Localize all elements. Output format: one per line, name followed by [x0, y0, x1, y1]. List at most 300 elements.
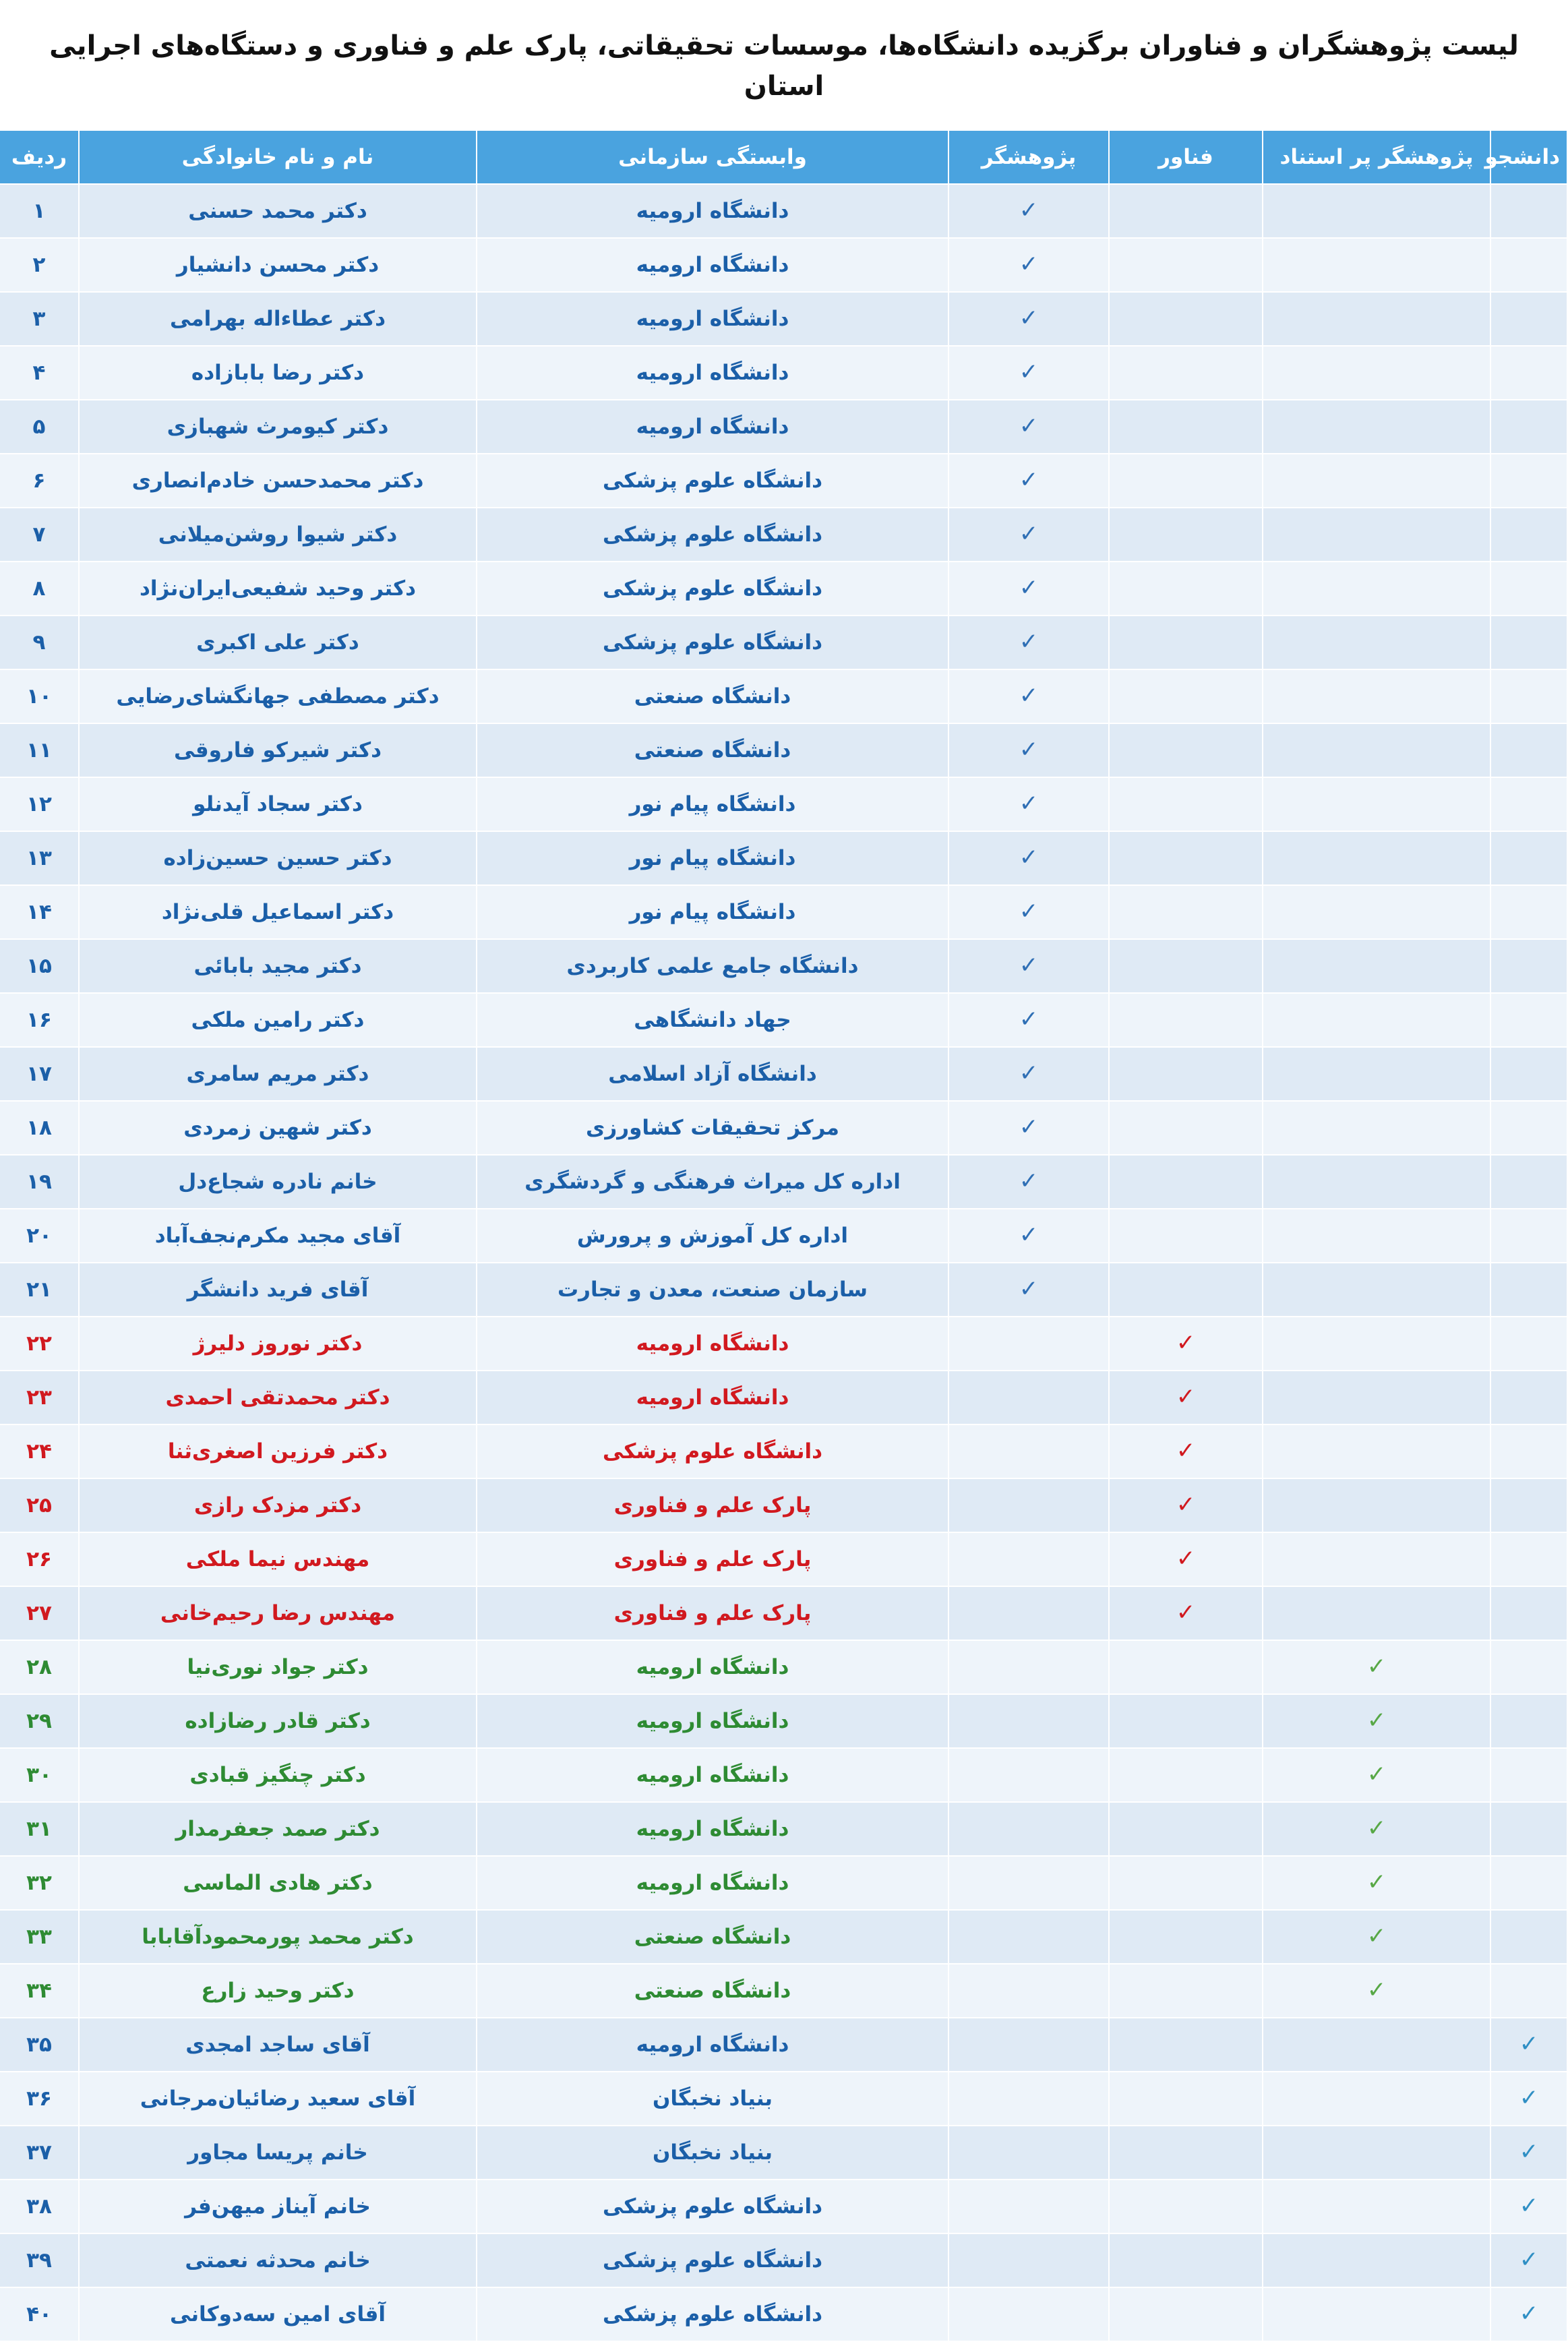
cell-organization: دانشگاه علوم پزشکی: [477, 615, 948, 669]
cell-organization: دانشگاه علوم پزشکی: [477, 2180, 948, 2233]
cell-organization: دانشگاه علوم پزشکی: [477, 508, 948, 562]
cell-fanavar-mark: [1109, 2126, 1263, 2180]
cell-full-name: دکتر محسن دانشیار: [79, 238, 477, 292]
cell-student-mark: [1490, 2233, 1567, 2287]
cell-organization: دانشگاه ارومیه: [477, 1802, 948, 1856]
cell-student-mark: [1490, 454, 1567, 508]
table-row: [0, 1209, 1567, 1263]
cell-student-mark: [1490, 1586, 1567, 1640]
check-icon: ✓: [1366, 1977, 1387, 2004]
cell-organization: دانشگاه ارومیه: [477, 292, 948, 346]
cell-organization: بنیاد نخبگان: [477, 2126, 948, 2180]
cell-fanavar-mark: [1109, 993, 1263, 1047]
cell-cited-mark: [1263, 2287, 1490, 2341]
cell-organization: پارک علم و فناوری: [477, 1478, 948, 1532]
cell-organization: دانشگاه پیام نور: [477, 831, 948, 885]
cell-row-number: ۱۲: [0, 777, 79, 831]
cell-organization: دانشگاه ارومیه: [477, 1694, 948, 1748]
cell-organization: دانشگاه ارومیه: [477, 346, 948, 400]
cell-fanavar-mark: [1109, 1748, 1263, 1802]
cell-researcher-mark: [948, 1424, 1109, 1478]
cell-cited-mark: [1263, 1317, 1490, 1371]
cell-fanavar-mark: [1109, 1802, 1263, 1856]
cell-student-mark: [1490, 1424, 1567, 1478]
cell-cited-mark: [1263, 1964, 1490, 2018]
cell-researcher-mark: [948, 1532, 1109, 1586]
cell-full-name: دکتر محمدحسن خادم‌انصاری: [79, 454, 477, 508]
cell-row-number: ۱۰: [0, 669, 79, 723]
table-row: [0, 993, 1567, 1047]
cell-researcher-mark: [948, 1802, 1109, 1856]
cell-fanavar-mark: [1109, 1694, 1263, 1748]
check-icon: ✓: [1019, 467, 1039, 493]
cell-student-mark: [1490, 346, 1567, 400]
cell-row-number: ۲۳: [0, 1371, 79, 1424]
cell-full-name: دکتر مصطفی جهانگشای‌رضایی: [79, 669, 477, 723]
cell-student-mark: [1490, 777, 1567, 831]
cell-fanavar-mark: [1109, 1317, 1263, 1371]
cell-cited-mark: [1263, 1263, 1490, 1317]
cell-row-number: ۲: [0, 238, 79, 292]
cell-row-number: ۲۰: [0, 1209, 79, 1263]
cell-researcher-mark: [948, 885, 1109, 939]
cell-row-number: ۳۱: [0, 1802, 79, 1856]
check-icon: ✓: [1366, 1815, 1387, 1842]
cell-fanavar-mark: [1109, 723, 1263, 777]
cell-student-mark: [1490, 939, 1567, 993]
cell-cited-mark: [1263, 1047, 1490, 1101]
cell-student-mark: [1490, 615, 1567, 669]
check-icon: ✓: [1019, 359, 1039, 386]
cell-researcher-mark: [948, 831, 1109, 885]
cell-row-number: ۴۰: [0, 2287, 79, 2341]
cell-researcher-mark: [948, 1586, 1109, 1640]
cell-organization: دانشگاه ارومیه: [477, 1856, 948, 1910]
cell-fanavar-mark: [1109, 1964, 1263, 2018]
cell-row-number: ۳۵: [0, 2018, 79, 2072]
cell-full-name: دکتر قادر رضازاده: [79, 1694, 477, 1748]
cell-full-name: دکتر رضا بابازاده: [79, 346, 477, 400]
cell-fanavar-mark: [1109, 1586, 1263, 1640]
cell-fanavar-mark: [1109, 615, 1263, 669]
cell-row-number: ۳۳: [0, 1910, 79, 1964]
cell-row-number: ۲۲: [0, 1317, 79, 1371]
cell-row-number: ۳: [0, 292, 79, 346]
cell-cited-mark: [1263, 1640, 1490, 1694]
cell-student-mark: [1490, 1478, 1567, 1532]
table-row: [0, 2018, 1567, 2072]
cell-cited-mark: [1263, 292, 1490, 346]
cell-fanavar-mark: [1109, 2233, 1263, 2287]
cell-cited-mark: [1263, 669, 1490, 723]
cell-researcher-mark: [948, 1856, 1109, 1910]
cell-fanavar-mark: [1109, 292, 1263, 346]
cell-organization: دانشگاه علوم پزشکی: [477, 454, 948, 508]
cell-organization: مرکز تحقیقات کشاورزی: [477, 1101, 948, 1155]
cell-row-number: ۴: [0, 346, 79, 400]
cell-researcher-mark: [948, 615, 1109, 669]
table-row: [0, 1101, 1567, 1155]
cell-researcher-mark: [948, 723, 1109, 777]
cell-row-number: ۳۰: [0, 1748, 79, 1802]
table-row: [0, 292, 1567, 346]
cell-row-number: ۲۵: [0, 1478, 79, 1532]
cell-researcher-mark: [948, 508, 1109, 562]
cell-student-mark: [1490, 831, 1567, 885]
column-header-student: دانشجو: [1490, 130, 1567, 184]
cell-row-number: ۱۱: [0, 723, 79, 777]
cell-student-mark: [1490, 2126, 1567, 2180]
cell-researcher-mark: [948, 2126, 1109, 2180]
cell-fanavar-mark: [1109, 346, 1263, 400]
cell-researcher-mark: [948, 346, 1109, 400]
cell-full-name: دکتر شیرکو فاروقی: [79, 723, 477, 777]
cell-cited-mark: [1263, 2233, 1490, 2287]
check-icon: ✓: [1019, 197, 1039, 224]
table-row: [0, 1478, 1567, 1532]
table-row: [0, 562, 1567, 615]
check-icon: ✓: [1176, 1545, 1196, 1572]
column-header-fanavar: فناور: [1109, 130, 1263, 184]
cell-student-mark: [1490, 993, 1567, 1047]
cell-fanavar-mark: [1109, 939, 1263, 993]
table-row: [0, 1640, 1567, 1694]
cell-organization: پارک علم و فناوری: [477, 1532, 948, 1586]
cell-student-mark: [1490, 400, 1567, 454]
cell-full-name: دکتر سجاد آیدنلو: [79, 777, 477, 831]
table-row: [0, 1047, 1567, 1101]
table-row: [0, 939, 1567, 993]
cell-student-mark: [1490, 562, 1567, 615]
check-icon: ✓: [1019, 1060, 1039, 1087]
cell-cited-mark: [1263, 2126, 1490, 2180]
cell-organization: دانشگاه ارومیه: [477, 1640, 948, 1694]
cell-row-number: ۱۸: [0, 1101, 79, 1155]
check-icon: ✓: [1519, 2192, 1539, 2219]
cell-fanavar-mark: [1109, 1209, 1263, 1263]
cell-full-name: دکتر مریم سامری: [79, 1047, 477, 1101]
cell-full-name: دکتر محمد حسنی: [79, 184, 477, 238]
cell-student-mark: [1490, 669, 1567, 723]
cell-student-mark: [1490, 1317, 1567, 1371]
cell-organization: دانشگاه علوم پزشکی: [477, 562, 948, 615]
cell-organization: سازمان صنعت، معدن و تجارت: [477, 1263, 948, 1317]
cell-student-mark: [1490, 184, 1567, 238]
cell-student-mark: [1490, 1532, 1567, 1586]
check-icon: ✓: [1519, 2138, 1539, 2165]
cell-cited-mark: [1263, 1748, 1490, 1802]
check-icon: ✓: [1176, 1383, 1196, 1410]
cell-researcher-mark: [948, 669, 1109, 723]
cell-cited-mark: [1263, 2018, 1490, 2072]
cell-row-number: ۱۷: [0, 1047, 79, 1101]
cell-researcher-mark: [948, 2287, 1109, 2341]
cell-cited-mark: [1263, 1155, 1490, 1209]
cell-organization: دانشگاه صنعتی: [477, 1964, 948, 2018]
cell-full-name: خانم نادره شجاع‌دل: [79, 1155, 477, 1209]
cell-cited-mark: [1263, 993, 1490, 1047]
cell-researcher-mark: [948, 1478, 1109, 1532]
cell-cited-mark: [1263, 1910, 1490, 1964]
cell-student-mark: [1490, 1371, 1567, 1424]
cell-cited-mark: [1263, 1532, 1490, 1586]
table-row: [0, 346, 1567, 400]
cell-researcher-mark: [948, 2180, 1109, 2233]
cell-student-mark: [1490, 885, 1567, 939]
table-row: [0, 615, 1567, 669]
cell-researcher-mark: [948, 400, 1109, 454]
cell-full-name: دکتر کیومرث شهبازی: [79, 400, 477, 454]
cell-student-mark: [1490, 2018, 1567, 2072]
table-row: [0, 2126, 1567, 2180]
cell-row-number: ۲۹: [0, 1694, 79, 1748]
cell-researcher-mark: [948, 184, 1109, 238]
table-row: [0, 1586, 1567, 1640]
cell-full-name: دکتر مزدک رازی: [79, 1478, 477, 1532]
cell-row-number: ۱۴: [0, 885, 79, 939]
cell-fanavar-mark: [1109, 184, 1263, 238]
cell-researcher-mark: [948, 562, 1109, 615]
check-icon: ✓: [1366, 1707, 1387, 1734]
cell-organization: جهاد دانشگاهی: [477, 993, 948, 1047]
cell-researcher-mark: [948, 777, 1109, 831]
cell-fanavar-mark: [1109, 1640, 1263, 1694]
cell-full-name: دکتر محمدتقی احمدی: [79, 1371, 477, 1424]
cell-fanavar-mark: [1109, 669, 1263, 723]
check-icon: ✓: [1519, 2084, 1539, 2111]
cell-fanavar-mark: [1109, 1532, 1263, 1586]
cell-researcher-mark: [948, 1371, 1109, 1424]
cell-fanavar-mark: [1109, 1424, 1263, 1478]
cell-organization: دانشگاه علوم پزشکی: [477, 1424, 948, 1478]
column-header-row-number: ردیف: [0, 130, 79, 184]
table-row: [0, 1155, 1567, 1209]
check-icon: ✓: [1019, 952, 1039, 979]
cell-fanavar-mark: [1109, 238, 1263, 292]
cell-full-name: دکتر محمد پورمحمودآقابابا: [79, 1910, 477, 1964]
cell-full-name: دکتر علی اکبری: [79, 615, 477, 669]
cell-researcher-mark: [948, 2072, 1109, 2126]
table-row: [0, 1424, 1567, 1478]
cell-researcher-mark: [948, 2233, 1109, 2287]
cell-student-mark: [1490, 1964, 1567, 2018]
cell-student-mark: [1490, 1802, 1567, 1856]
cell-organization: دانشگاه جامع علمی کاربردی: [477, 939, 948, 993]
cell-student-mark: [1490, 2287, 1567, 2341]
table-row: [0, 238, 1567, 292]
cell-researcher-mark: [948, 1640, 1109, 1694]
cell-researcher-mark: [948, 1317, 1109, 1371]
cell-full-name: آقای امین سه‌دوکانی: [79, 2287, 477, 2341]
check-icon: ✓: [1519, 2246, 1539, 2273]
cell-full-name: دکتر رامین ملکی: [79, 993, 477, 1047]
table-body: [0, 184, 1567, 2341]
page-title: لیست پژوهشگران و فناوران برگزیده دانشگاه‌ها، موسسات تحقیقاتی، پارک علم و فناوری و دستگاه‌های اجرایی استان: [49, 30, 1519, 102]
check-icon: ✓: [1176, 1491, 1196, 1518]
cell-fanavar-mark: [1109, 2018, 1263, 2072]
check-icon: ✓: [1019, 1168, 1039, 1195]
cell-row-number: ۹: [0, 615, 79, 669]
check-icon: ✓: [1176, 1329, 1196, 1356]
cell-researcher-mark: [948, 1910, 1109, 1964]
table-row: [0, 1317, 1567, 1371]
cell-researcher-mark: [948, 993, 1109, 1047]
cell-organization: دانشگاه صنعتی: [477, 723, 948, 777]
check-icon: ✓: [1519, 2031, 1539, 2058]
cell-row-number: ۲۸: [0, 1640, 79, 1694]
check-icon: ✓: [1019, 790, 1039, 817]
table-row: [0, 454, 1567, 508]
cell-student-mark: [1490, 1047, 1567, 1101]
cell-organization: دانشگاه آزاد اسلامی: [477, 1047, 948, 1101]
cell-organization: دانشگاه ارومیه: [477, 2018, 948, 2072]
cell-row-number: ۲۶: [0, 1532, 79, 1586]
cell-cited-mark: [1263, 885, 1490, 939]
cell-fanavar-mark: [1109, 2072, 1263, 2126]
cell-row-number: ۱: [0, 184, 79, 238]
cell-row-number: ۱۹: [0, 1155, 79, 1209]
cell-full-name: خانم محدثه نعمتی: [79, 2233, 477, 2287]
cell-cited-mark: [1263, 1856, 1490, 1910]
cell-organization: پارک علم و فناوری: [477, 1586, 948, 1640]
table-row: [0, 669, 1567, 723]
cell-full-name: آقای فرید دانشگر: [79, 1263, 477, 1317]
cell-cited-mark: [1263, 1802, 1490, 1856]
table-row: [0, 2287, 1567, 2341]
cell-researcher-mark: [948, 1263, 1109, 1317]
table-header-row: [0, 130, 1567, 184]
cell-student-mark: [1490, 508, 1567, 562]
table-row: [0, 777, 1567, 831]
cell-cited-mark: [1263, 1478, 1490, 1532]
cell-row-number: ۱۳: [0, 831, 79, 885]
cell-cited-mark: [1263, 1371, 1490, 1424]
cell-researcher-mark: [948, 1964, 1109, 2018]
column-header-researcher: پژوهشگر: [948, 130, 1109, 184]
researchers-table: [0, 129, 1568, 2342]
column-header-cited-researcher: پژوهشگر پر استناد: [1263, 130, 1490, 184]
cell-full-name: دکتر اسماعیل قلی‌نژاد: [79, 885, 477, 939]
cell-full-name: آقای ساجد امجدی: [79, 2018, 477, 2072]
cell-organization: دانشگاه علوم پزشکی: [477, 2287, 948, 2341]
cell-full-name: خانم پریسا مجاور: [79, 2126, 477, 2180]
cell-student-mark: [1490, 1748, 1567, 1802]
cell-cited-mark: [1263, 1586, 1490, 1640]
table-row: [0, 2233, 1567, 2287]
cell-organization: دانشگاه پیام نور: [477, 885, 948, 939]
cell-row-number: ۸: [0, 562, 79, 615]
check-icon: ✓: [1019, 1006, 1039, 1033]
cell-row-number: ۳۶: [0, 2072, 79, 2126]
table-row: [0, 508, 1567, 562]
cell-full-name: دکتر فرزین اصغری‌ثنا: [79, 1424, 477, 1478]
cell-researcher-mark: [948, 1694, 1109, 1748]
cell-researcher-mark: [948, 1155, 1109, 1209]
cell-cited-mark: [1263, 1694, 1490, 1748]
cell-fanavar-mark: [1109, 1478, 1263, 1532]
cell-student-mark: [1490, 292, 1567, 346]
table-row: [0, 2072, 1567, 2126]
cell-fanavar-mark: [1109, 1910, 1263, 1964]
cell-cited-mark: [1263, 400, 1490, 454]
table-row: [0, 184, 1567, 238]
cell-organization: دانشگاه صنعتی: [477, 1910, 948, 1964]
cell-row-number: ۵: [0, 400, 79, 454]
check-icon: ✓: [1019, 628, 1039, 655]
cell-organization: دانشگاه ارومیه: [477, 184, 948, 238]
cell-full-name: دکتر چنگیز قبادی: [79, 1748, 477, 1802]
cell-student-mark: [1490, 1910, 1567, 1964]
cell-row-number: ۳۷: [0, 2126, 79, 2180]
cell-student-mark: [1490, 1640, 1567, 1694]
cell-fanavar-mark: [1109, 2180, 1263, 2233]
cell-full-name: مهندس رضا رحیم‌خانی: [79, 1586, 477, 1640]
cell-fanavar-mark: [1109, 2287, 1263, 2341]
cell-organization: دانشگاه ارومیه: [477, 238, 948, 292]
cell-student-mark: [1490, 1155, 1567, 1209]
cell-full-name: دکتر وحید شفیعی‌ایران‌نژاد: [79, 562, 477, 615]
cell-cited-mark: [1263, 238, 1490, 292]
cell-researcher-mark: [948, 238, 1109, 292]
cell-cited-mark: [1263, 939, 1490, 993]
cell-student-mark: [1490, 1263, 1567, 1317]
cell-organization: دانشگاه ارومیه: [477, 1371, 948, 1424]
check-icon: ✓: [1019, 736, 1039, 763]
check-icon: ✓: [1019, 413, 1039, 440]
cell-full-name: دکتر مجید بابائی: [79, 939, 477, 993]
table-row: [0, 1532, 1567, 1586]
cell-student-mark: [1490, 1694, 1567, 1748]
cell-cited-mark: [1263, 831, 1490, 885]
cell-cited-mark: [1263, 454, 1490, 508]
cell-fanavar-mark: [1109, 1155, 1263, 1209]
check-icon: ✓: [1366, 1653, 1387, 1680]
check-icon: ✓: [1519, 2300, 1539, 2327]
cell-fanavar-mark: [1109, 562, 1263, 615]
cell-cited-mark: [1263, 1101, 1490, 1155]
check-icon: ✓: [1019, 1114, 1039, 1141]
cell-organization: دانشگاه علوم پزشکی: [477, 2233, 948, 2287]
cell-cited-mark: [1263, 615, 1490, 669]
cell-fanavar-mark: [1109, 777, 1263, 831]
check-icon: ✓: [1019, 898, 1039, 925]
cell-row-number: ۳۲: [0, 1856, 79, 1910]
cell-cited-mark: [1263, 723, 1490, 777]
cell-cited-mark: [1263, 1209, 1490, 1263]
cell-row-number: ۳۹: [0, 2233, 79, 2287]
cell-fanavar-mark: [1109, 1856, 1263, 1910]
check-icon: ✓: [1019, 251, 1039, 278]
table-row: [0, 885, 1567, 939]
table-row: [0, 1910, 1567, 1964]
cell-researcher-mark: [948, 2018, 1109, 2072]
cell-organization: دانشگاه ارومیه: [477, 400, 948, 454]
cell-organization: بنیاد نخبگان: [477, 2072, 948, 2126]
cell-cited-mark: [1263, 1424, 1490, 1478]
cell-full-name: دکتر حسین حسین‌زاده: [79, 831, 477, 885]
check-icon: ✓: [1019, 1275, 1039, 1302]
check-icon: ✓: [1176, 1437, 1196, 1464]
cell-researcher-mark: [948, 1101, 1109, 1155]
cell-researcher-mark: [948, 1209, 1109, 1263]
table-row: [0, 1694, 1567, 1748]
cell-organization: دانشگاه پیام نور: [477, 777, 948, 831]
check-icon: ✓: [1019, 574, 1039, 601]
cell-full-name: آقای سعید رضائیان‌مرجانی: [79, 2072, 477, 2126]
check-icon: ✓: [1019, 1222, 1039, 1249]
cell-fanavar-mark: [1109, 1263, 1263, 1317]
cell-fanavar-mark: [1109, 400, 1263, 454]
